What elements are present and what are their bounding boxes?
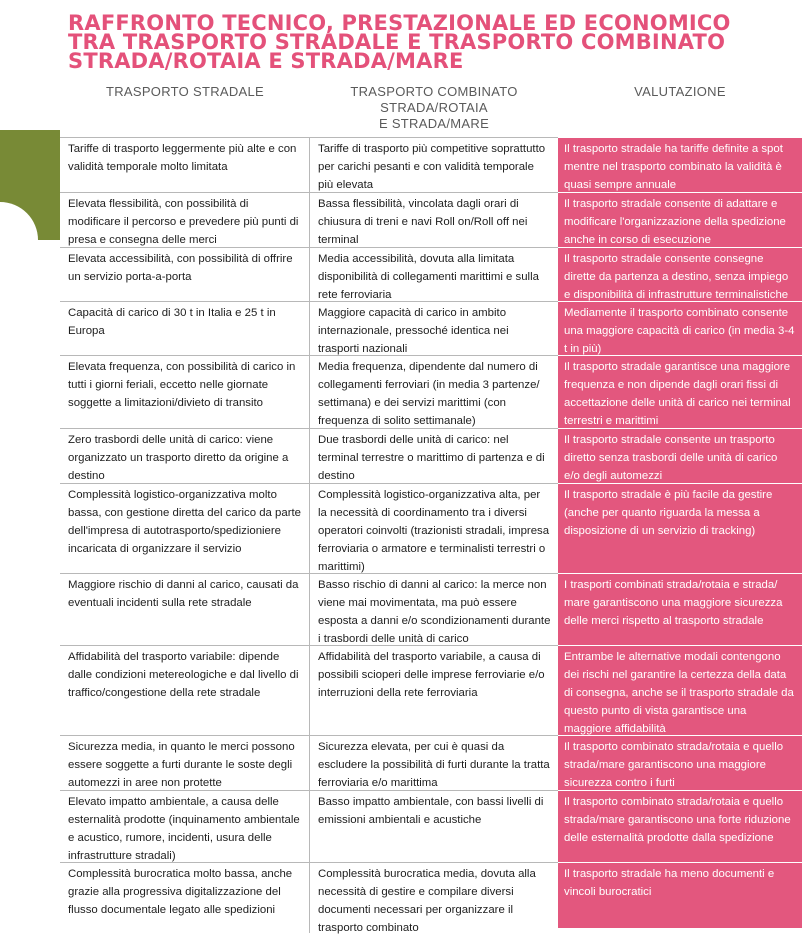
- table-row: [60, 137, 802, 192]
- evaluation-cell: Il trasporto combinato strada/rotaia e quello strada/mare garantiscono una forte riduzione delle esternalità prodotte dalla spedizione: [558, 790, 802, 862]
- evaluation-cell: Il trasporto stradale consente di adattare e modificare l'organizzazione della spedizione anche in corso di esecuzione: [558, 192, 802, 247]
- combined-cell: Media accessibilità, dovuta alla limitata disponibilità di collegamenti marittimi e sulla rete ferroviaria: [310, 248, 558, 301]
- combined-cell: Maggiore capacità di carico in ambito internazionale, pressoché identica nei trasporti nazionali: [310, 302, 558, 355]
- road-cell: Elevata frequenza, con possibilità di carico in tutti i giorni feriali, eccetto nelle giornate soggette a limitazioni/divieto di transito: [60, 356, 310, 428]
- evaluation-cell: Il trasporto stradale garantisce una maggiore frequenza e non dipende dagli orari fissi di accettazione delle unità di carico nei terminal terrestri e marittimi: [558, 355, 802, 428]
- header-combined-transport: [310, 84, 558, 132]
- table-row: [60, 483, 802, 573]
- evaluation-cell: Il trasporto combinato strada/rotaia e quello strada/mare garantiscono una maggiore sicurezza contro i furti: [558, 735, 802, 790]
- combined-cell: Basso impatto ambientale, con bassi livelli di emissioni ambientali e acustiche: [310, 791, 558, 862]
- evaluation-cell: Il trasporto stradale è più facile da gestire (anche per quanto riguarda la messa a disposizione di un servizio di tracking): [558, 483, 802, 573]
- road-cell: Elevata accessibilità, con possibilità di offrire un servizio porta-a-porta: [60, 248, 310, 301]
- table-row: [60, 192, 802, 247]
- table-row: [60, 301, 802, 355]
- table-row: [60, 355, 802, 428]
- title-line: STRADA/ROTAIA E STRADA/MARE: [68, 49, 464, 73]
- road-cell: Zero trasbordi delle unità di carico: viene organizzato un trasporto diretto da origine a destino: [60, 429, 310, 483]
- evaluation-cell: Il trasporto stradale consente consegne dirette da partenza a destino, senza impiego e disponibilità di infrastrutture terminalistiche: [558, 247, 802, 301]
- header-evaluation: VALUTAZIONE: [634, 84, 726, 99]
- road-cell: Complessità logistico-organizzativa molto bassa, con gestione diretta del carico da parte dell'impresa di autotrasporto/spedizioniere incaricata di organizzare il servizio: [60, 484, 310, 573]
- road-cell: Elevata flessibilità, con possibilità di modificare il percorso e prevedere più punti di presa e consegna delle merci: [60, 193, 310, 247]
- road-cell: Capacità di carico di 30 t in Italia e 25 t in Europa: [60, 302, 310, 355]
- header-line: STRADA/ROTAIA: [380, 100, 488, 115]
- combined-cell: Media frequenza, dipendente dal numero di collegamenti ferroviari (in media 3 partenze/ settimana) e dei servizi marittimi (con frequenza di solito settimanale): [310, 356, 558, 428]
- road-cell: Affidabilità del trasporto variabile: dipende dalle condizioni metereologiche e dal livello di traffico/congestione della rete stradale: [60, 646, 310, 735]
- table-row: [60, 247, 802, 301]
- road-cell: Sicurezza media, in quanto le merci possono essere soggette a furti durante le soste degli automezzi in aree non protette: [60, 736, 310, 790]
- evaluation-cell: I trasporti combinati strada/rotaia e strada/ mare garantiscono una maggiore sicurezza delle merci rispetto al trasporto stradale: [558, 573, 802, 645]
- table-row: [60, 790, 802, 862]
- combined-cell: Bassa flessibilità, vincolata dagli orari di chiusura di treni e navi Roll on/Roll off nei terminal: [310, 193, 558, 247]
- combined-cell: Affidabilità del trasporto variabile, a causa di possibili scioperi delle imprese ferroviarie e/o interruzioni della rete ferroviaria: [310, 646, 558, 735]
- table-row: [60, 428, 802, 483]
- comparison-table: [60, 137, 802, 933]
- evaluation-cell: Mediamente il trasporto combinato consente una maggiore capacità di carico (in media 3-4 t in più): [558, 301, 802, 355]
- table-row: [60, 862, 802, 933]
- evaluation-cell: Il trasporto stradale ha tariffe definite a spot mentre nel trasporto combinato la validità è quasi sempre annuale: [558, 137, 802, 192]
- title-line: TRA TRASPORTO STRADALE E TRASPORTO COMBINATO: [68, 30, 726, 54]
- page-title: [68, 11, 788, 73]
- decorative-side-tab: [0, 130, 60, 240]
- road-cell: Complessità burocratica molto bassa, anche grazie alla progressiva digitalizzazione del flusso documentale legato alle spedizioni: [60, 863, 310, 933]
- table-row: [60, 573, 802, 645]
- evaluation-cell: Il trasporto stradale ha meno documenti e vincoli burocratici: [558, 862, 802, 933]
- road-cell: Tariffe di trasporto leggermente più alte e con validità temporale molto limitata: [60, 138, 310, 192]
- evaluation-cell: Entrambe le alternative modali contengono dei rischi nel garantire la certezza della data di consegna, anche se il trasporto stradale da questo punto di vista garantisce una maggiore affidabilità: [558, 645, 802, 735]
- header-line: TRASPORTO COMBINATO: [350, 84, 518, 99]
- combined-cell: Sicurezza elevata, per cui è quasi da escludere la possibilità di furti durante la tratta ferroviaria e/o marittima: [310, 736, 558, 790]
- combined-cell: Due trasbordi delle unità di carico: nel terminal terrestre o marittimo di partenza e di destino: [310, 429, 558, 483]
- road-cell: Maggiore rischio di danni al carico, causati da eventuali incidenti sulla rete stradale: [60, 574, 310, 645]
- table-header: [60, 84, 802, 136]
- combined-cell: Complessità logistico-organizzativa alta, per la necessità di coordinamento tra i diversi operatori coinvolti (trazionisti stradali, impresa ferroviaria o armatore e terminalisti terrestri o marittimi): [310, 484, 558, 573]
- evaluation-cell: Il trasporto stradale consente un trasporto diretto senza trasbordi delle unità di carico e/o degli automezzi: [558, 428, 802, 483]
- header-line: E STRADA/MARE: [378, 116, 490, 131]
- table-row: [60, 645, 802, 735]
- combined-cell: Basso rischio di danni al carico: la merce non viene mai movimentata, ma può essere esposta a danni e/o scondizionamenti durante i trasbordi delle unità di carico: [310, 574, 558, 645]
- combined-cell: Tariffe di trasporto più competitive soprattutto per carichi pesanti e con validità temporale più elevata: [310, 138, 558, 192]
- road-cell: Elevato impatto ambientale, a causa delle esternalità prodotte (inquinamento ambientale e acustico, rumore, incidenti, usura delle infrastrutture stradali): [60, 791, 310, 862]
- title-line: RAFFRONTO TECNICO, PRESTAZIONALE ED ECONOMICO: [68, 11, 731, 35]
- header-road-transport: TRASPORTO STRADALE: [105, 84, 265, 99]
- combined-cell: Complessità burocratica media, dovuta alla necessità di gestire e compilare diversi documenti necessari per organizzare il trasporto combinato: [310, 863, 558, 933]
- table-row: [60, 735, 802, 790]
